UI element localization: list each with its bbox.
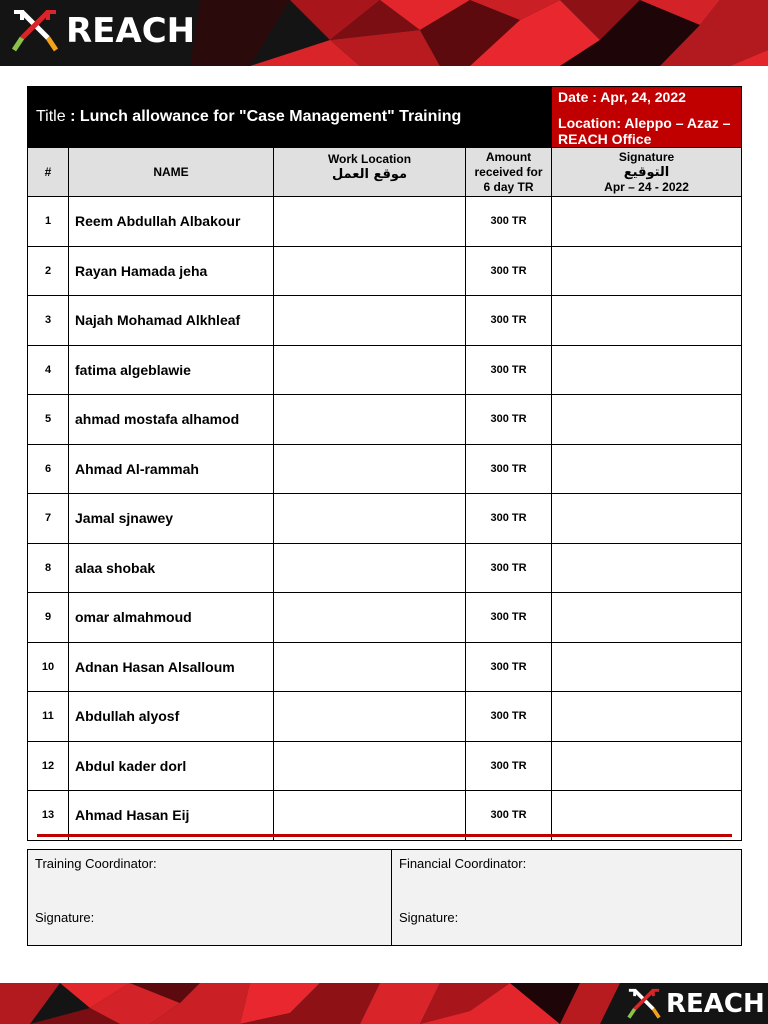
row-amount: 300 TR [466, 642, 552, 692]
table-row [28, 543, 742, 593]
amount-line2: received for [474, 164, 543, 179]
table-row [28, 345, 742, 395]
row-num: 11 [28, 692, 69, 742]
row-num: 12 [28, 741, 69, 791]
financial-signature-label: Signature: [399, 910, 459, 925]
row-work-location[interactable] [274, 642, 466, 692]
row-amount: 300 TR [466, 197, 552, 247]
row-signature[interactable] [552, 296, 742, 346]
row-amount: 300 TR [466, 345, 552, 395]
table-row [28, 246, 742, 296]
col-header-num: # [28, 148, 69, 197]
table-row [28, 197, 742, 247]
row-signature[interactable] [552, 543, 742, 593]
work-location-ar: موقع العمل [331, 167, 408, 182]
row-name: Abdul kader dorl [69, 741, 274, 791]
table-row [28, 741, 742, 791]
row-work-location[interactable] [274, 444, 466, 494]
x-arrows-logo-icon [626, 987, 662, 1021]
col-header-amount [466, 148, 552, 197]
row-signature[interactable] [552, 741, 742, 791]
header-row [28, 148, 742, 197]
row-work-location[interactable] [274, 494, 466, 544]
signature-ar: التوقيع [623, 164, 670, 180]
row-signature[interactable] [552, 642, 742, 692]
row-num: 7 [28, 494, 69, 544]
title-row [28, 87, 742, 148]
row-num: 1 [28, 197, 69, 247]
row-work-location[interactable] [274, 791, 466, 841]
row-work-location[interactable] [274, 197, 466, 247]
date-location-cell [552, 87, 742, 148]
row-signature[interactable] [552, 246, 742, 296]
reach-logo-bottom [626, 987, 765, 1021]
amount-line3: 6 day TR [483, 179, 534, 194]
row-work-location[interactable] [274, 345, 466, 395]
table-row [28, 444, 742, 494]
row-name: Ahmad Al-rammah [69, 444, 274, 494]
row-name: Abdullah alyosf [69, 692, 274, 742]
training-signature-label: Signature: [35, 910, 95, 925]
allowance-table [27, 86, 742, 841]
row-name: Ahmad Hasan Eij [69, 791, 274, 841]
row-amount: 300 TR [466, 692, 552, 742]
row-work-location[interactable] [274, 741, 466, 791]
row-amount: 300 TR [466, 543, 552, 593]
row-work-location[interactable] [274, 593, 466, 643]
row-work-location[interactable] [274, 543, 466, 593]
row-signature[interactable] [552, 593, 742, 643]
row-amount: 300 TR [466, 395, 552, 445]
row-amount: 300 TR [466, 444, 552, 494]
row-name: Jamal sjnawey [69, 494, 274, 544]
row-name: omar almahmoud [69, 593, 274, 643]
row-num: 5 [28, 395, 69, 445]
document-date: Date : Apr, 24, 2022 [558, 89, 686, 105]
amount-line1: Amount [485, 149, 532, 164]
table-row [28, 692, 742, 742]
financial-coordinator-label: Financial Coordinator: [399, 856, 527, 871]
reach-logo-top [10, 8, 195, 54]
row-num: 2 [28, 246, 69, 296]
logo-text: REACH [66, 11, 196, 51]
row-name: Adnan Hasan Alsalloum [69, 642, 274, 692]
row-signature[interactable] [552, 692, 742, 742]
table-row [28, 296, 742, 346]
row-signature[interactable] [552, 444, 742, 494]
row-amount: 300 TR [466, 494, 552, 544]
row-amount: 300 TR [466, 791, 552, 841]
row-num: 10 [28, 642, 69, 692]
table-row [28, 642, 742, 692]
financial-coordinator-box[interactable] [392, 850, 742, 946]
row-num: 13 [28, 791, 69, 841]
red-divider [37, 834, 732, 837]
row-signature[interactable] [552, 197, 742, 247]
row-work-location[interactable] [274, 395, 466, 445]
row-signature[interactable] [552, 395, 742, 445]
signature-en: Signature [618, 149, 675, 164]
row-name: ahmad mostafa alhamod [69, 395, 274, 445]
row-signature[interactable] [552, 345, 742, 395]
table-row [28, 395, 742, 445]
row-amount: 300 TR [466, 741, 552, 791]
work-location-en: Work Location [327, 152, 412, 166]
row-num: 4 [28, 345, 69, 395]
logo-text: REACH [666, 989, 765, 1019]
row-name: fatima algeblawie [69, 345, 274, 395]
coordinator-signature-table [27, 849, 742, 946]
row-amount: 300 TR [466, 246, 552, 296]
row-work-location[interactable] [274, 692, 466, 742]
row-num: 8 [28, 543, 69, 593]
row-work-location[interactable] [274, 246, 466, 296]
document-title [28, 87, 552, 148]
x-arrows-logo-icon [10, 8, 60, 54]
table-row [28, 494, 742, 544]
row-num: 3 [28, 296, 69, 346]
table-row [28, 593, 742, 643]
row-work-location[interactable] [274, 296, 466, 346]
row-signature[interactable] [552, 791, 742, 841]
col-header-name: NAME [69, 148, 274, 197]
row-name: Rayan Hamada jeha [69, 246, 274, 296]
training-coordinator-box[interactable] [28, 850, 392, 946]
row-name: Reem Abdullah Albakour [69, 197, 274, 247]
row-amount: 300 TR [466, 593, 552, 643]
col-header-signature [552, 148, 742, 197]
signature-date: Apr – 24 - 2022 [604, 179, 689, 194]
row-name: alaa shobak [69, 543, 274, 593]
row-num: 9 [28, 593, 69, 643]
col-header-work-location [274, 148, 466, 197]
title-prefix: Title [36, 108, 66, 125]
training-coordinator-label: Training Coordinator: [35, 856, 157, 871]
title-text: : Lunch allowance for "Case Management" Training [65, 108, 462, 125]
table-row [28, 791, 742, 841]
row-amount: 300 TR [466, 296, 552, 346]
row-signature[interactable] [552, 494, 742, 544]
document-location: Location: Aleppo – Azaz – REACH Office [558, 115, 731, 147]
row-name: Najah Mohamad Alkhleaf [69, 296, 274, 346]
row-num: 6 [28, 444, 69, 494]
